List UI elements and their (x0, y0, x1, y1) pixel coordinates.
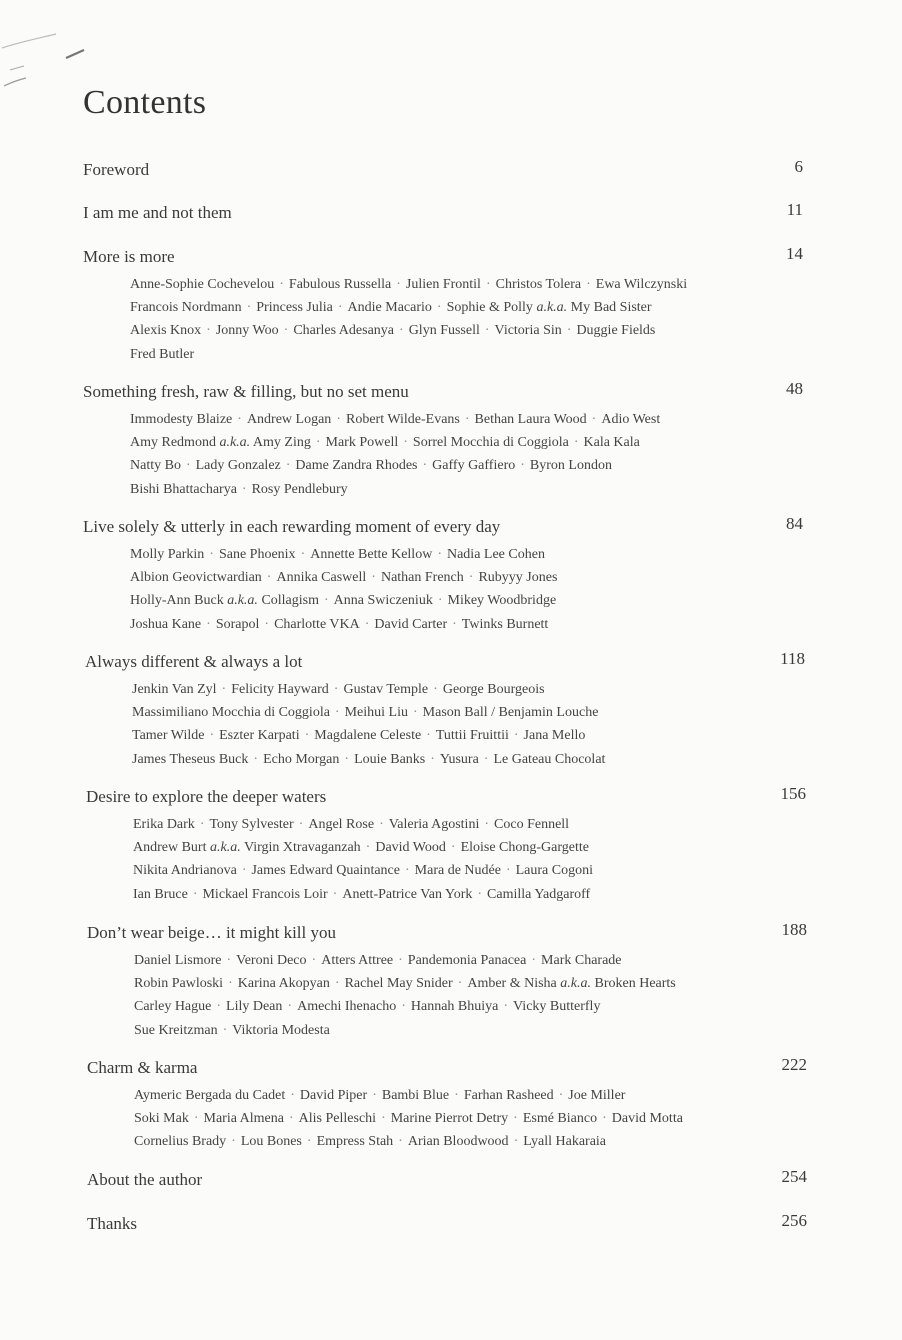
contributor-name-part: Amy Zing (250, 435, 311, 451)
contributor-name-part: Sophie & Polly (446, 300, 537, 316)
separator-dot: · (290, 1088, 295, 1103)
contributor-line (130, 454, 803, 477)
contributor-name: Viktoria Modesta (232, 1022, 330, 1038)
page-number: 84 (786, 514, 803, 533)
contributor-line (133, 813, 806, 836)
toc-entry-row (83, 157, 803, 184)
contributor-name: Bethan Laura Wood (474, 412, 587, 427)
contributor-list (133, 813, 806, 906)
separator-dot: · (365, 840, 371, 856)
toc-entry-row (83, 244, 803, 271)
separator-dot: · (422, 458, 428, 474)
contributor-name: Charles Adesanya (293, 323, 395, 339)
contributor-list (132, 678, 805, 771)
contributor-line (134, 1130, 807, 1153)
separator-dot: · (226, 953, 232, 968)
contributor-name: Massimiliano Mocchia di Coggiola (132, 705, 330, 721)
aka-label: a.k.a. (560, 976, 591, 992)
contributor-name: Adio West (601, 412, 661, 427)
aka-label: a.k.a. (210, 840, 241, 856)
contributor-name-part: Andrew Burt (133, 840, 210, 856)
separator-dot: · (381, 1111, 386, 1127)
contributor-name: James Theseus Buck (132, 751, 249, 767)
contributor-name-part: Amy Redmond (130, 435, 220, 451)
contributor-name: Christos Tolera (495, 277, 582, 292)
contributor-name-part: Broken Hearts (591, 976, 676, 992)
contributor-name-part: Amber & Nisha (467, 976, 561, 992)
separator-dot: · (222, 1022, 228, 1038)
separator-dot: · (221, 682, 227, 697)
separator-dot: · (287, 999, 293, 1015)
separator-dot: · (306, 1134, 312, 1150)
contributor-name: Lyall Hakaraia (523, 1134, 607, 1150)
page-number: 156 (780, 784, 806, 803)
separator-dot: · (454, 1088, 459, 1103)
separator-dot: · (315, 435, 321, 451)
contributor-name: Tony Sylvester (209, 817, 294, 832)
contributor-line (130, 273, 803, 296)
contributor-name: Jonny Woo (215, 323, 279, 339)
contributor-line (134, 949, 807, 972)
contributor-line (130, 408, 803, 431)
contributor-name: Sorrel Mocchia di Coggiola (412, 435, 569, 451)
contributor-name: Mickael Francois Loir (202, 886, 328, 902)
contributor-line (130, 296, 803, 319)
contributor-name: Anne-Sophie Cochevelou (130, 277, 275, 292)
separator-dot: · (231, 1134, 236, 1150)
separator-dot: · (457, 976, 463, 992)
contributor-line (134, 995, 807, 1018)
contributor-line (130, 478, 803, 501)
contributor-name: Mara de Nudée (414, 863, 501, 879)
contributor-list (130, 273, 803, 366)
contributor-line (132, 724, 805, 747)
section-title: Foreword (83, 160, 150, 179)
separator-dot: · (289, 1111, 294, 1127)
separator-dot: · (379, 817, 384, 832)
contributor-name: Sane Phoenix (218, 547, 296, 562)
separator-dot: · (336, 412, 341, 427)
contributor-line (132, 748, 805, 771)
page-number: 118 (780, 649, 805, 668)
separator-dot: · (300, 547, 306, 562)
separator-dot: · (403, 435, 408, 451)
separator-dot: · (279, 277, 284, 292)
contributor-name: George Bourgeois (442, 682, 545, 697)
contributor-name: Robin Pawloski (134, 976, 224, 992)
contributor-name: Anett-Patrice Van York (342, 886, 473, 902)
toc-entry (87, 1167, 807, 1194)
contributor-name: Fabulous Russella (288, 277, 392, 292)
separator-dot: · (477, 886, 483, 902)
contributor-name: Joe Miller (568, 1088, 626, 1103)
contributor-name: Hannah Bhuiya (410, 999, 499, 1015)
contributor-name: Camilla Yadgaroff (487, 886, 591, 902)
toc-entry-row (87, 1055, 807, 1082)
contributor-name: Erika Dark (133, 817, 195, 832)
contributor-list (134, 949, 807, 1042)
contributor-name: Jana Mello (523, 728, 586, 744)
separator-dot: · (398, 1134, 403, 1150)
separator-dot: · (399, 323, 404, 339)
contributor-name: Twinks Burnett (461, 616, 549, 632)
separator-dot: · (464, 412, 470, 427)
contributor-line (133, 859, 806, 882)
section-title: Live solely & utterly in each rewarding moment of every day (83, 517, 501, 536)
toc-entry (83, 157, 803, 184)
contributor-name (130, 593, 319, 608)
contributor-name: Soki Mak (134, 1111, 189, 1127)
contributor-line (130, 543, 803, 566)
separator-dot: · (334, 976, 340, 992)
separator-dot: · (602, 1111, 607, 1127)
contributor-name: Louie Banks (354, 751, 426, 767)
separator-dot: · (433, 682, 438, 697)
contributor-name: Sue Kreitzman (134, 1022, 218, 1038)
separator-dot: · (436, 300, 442, 316)
separator-dot: · (513, 1111, 518, 1127)
separator-dot: · (185, 458, 191, 474)
section-title: About the author (87, 1170, 203, 1189)
toc-entry (85, 649, 805, 771)
separator-dot: · (573, 435, 579, 451)
section-title: Something fresh, raw & filling, but no set menu (83, 382, 409, 401)
page-number: 6 (794, 157, 803, 176)
contributor-name: Anna Swiczeniuk (333, 593, 433, 609)
contributor-name: Coco Fennell (494, 817, 570, 832)
separator-dot: · (206, 323, 211, 339)
toc-entry (83, 200, 803, 227)
separator-dot: · (401, 999, 406, 1015)
separator-dot: · (192, 886, 198, 902)
separator-dot: · (332, 886, 338, 902)
toc-entry (83, 379, 803, 501)
separator-dot: · (586, 277, 591, 292)
contributor-name: Immodesty Blaize (130, 412, 233, 427)
contributor-name (467, 976, 675, 991)
contributor-name: Gaffy Gaffiero (432, 458, 516, 474)
separator-dot: · (483, 751, 489, 767)
toc-entry (87, 1211, 807, 1238)
contributor-name: Pandemonia Panacea (407, 953, 527, 968)
contributor-line (130, 589, 803, 612)
contributor-name: Alexis Knox (130, 323, 202, 339)
contributor-name: Andie Macario (347, 300, 432, 316)
contributor-name: Esmé Bianco (522, 1111, 598, 1127)
contributor-name: Joshua Kane (130, 616, 202, 632)
toc-entry (86, 784, 806, 906)
contributor-name-part: Holly-Ann Buck (130, 593, 228, 609)
separator-dot: · (266, 570, 272, 586)
contributor-name: Mark Charade (541, 953, 622, 968)
contributor-name: James Edward Quaintance (251, 863, 400, 879)
separator-dot: · (396, 277, 401, 292)
separator-dot: · (199, 817, 205, 832)
separator-dot: · (371, 570, 376, 586)
separator-dot: · (513, 1134, 519, 1150)
contributor-name: Nadia Lee Cohen (446, 547, 545, 562)
contributor-name: Rosy Pendlebury (251, 481, 348, 497)
contributor-list (134, 1084, 807, 1154)
contributor-line (134, 1084, 807, 1107)
contributor-name: Aymeric Bergada du Cadet (134, 1088, 286, 1103)
contributor-name: Rubyyy Jones (478, 570, 558, 586)
contributor-name: Jenkin Van Zyl (132, 682, 217, 697)
contributor-name: Julien Frontil (405, 277, 481, 292)
contributor-line (133, 836, 806, 859)
contributor-line (134, 1107, 807, 1130)
toc-entry-row (87, 920, 807, 947)
separator-dot: · (558, 1088, 564, 1103)
separator-dot: · (206, 616, 211, 632)
page-number: 254 (781, 1167, 807, 1186)
separator-dot: · (209, 728, 215, 744)
separator-dot: · (566, 323, 572, 339)
toc-entry-row (86, 784, 806, 811)
contributor-name: Vicky Butterfly (513, 999, 601, 1015)
contributor-name: Gustav Temple (343, 682, 429, 697)
contributor-name-part: Virgin Xtravaganzah (240, 840, 361, 856)
page-number: 256 (781, 1211, 807, 1230)
contributor-name: Victoria Sin (494, 323, 562, 339)
contributor-name: Carley Hague (134, 999, 212, 1015)
separator-dot: · (253, 751, 259, 767)
contributor-name: David Motta (611, 1111, 683, 1127)
separator-dot: · (311, 953, 317, 968)
separator-dot: · (324, 593, 329, 609)
contributor-name: Natty Bo (130, 458, 181, 474)
contributor-line (132, 701, 805, 724)
separator-dot: · (404, 863, 410, 879)
separator-dot: · (437, 593, 443, 609)
separator-dot: · (209, 547, 214, 562)
contributor-name: Magdalene Celeste (314, 728, 422, 744)
toc-entry-row (83, 200, 803, 227)
contributor-name: Duggie Fields (576, 323, 656, 339)
separator-dot: · (246, 300, 252, 316)
separator-dot: · (264, 616, 270, 632)
contributor-name: Karina Akopyan (237, 976, 330, 992)
contributor-line (130, 431, 803, 454)
contributor-list (130, 408, 803, 501)
contributor-name: Eloise Chong-Gargette (460, 840, 589, 856)
separator-dot: · (304, 728, 310, 744)
contributor-line (132, 678, 805, 701)
section-title: Charm & karma (87, 1058, 198, 1077)
contributor-list (130, 543, 803, 636)
toc-entry-row (83, 514, 803, 541)
contributor-name: Cornelius Brady (134, 1134, 227, 1150)
contributor-name: Mark Powell (325, 435, 399, 451)
aka-label: a.k.a. (227, 593, 258, 609)
separator-dot: · (283, 323, 289, 339)
contributor-name: Lou Bones (240, 1134, 302, 1150)
page-number: 222 (781, 1055, 807, 1074)
contributor-name: Echo Morgan (263, 751, 340, 767)
contributor-name-part: My Bad Sister (567, 300, 652, 316)
contributor-name: Nathan French (380, 570, 464, 586)
contributor-line (130, 613, 803, 636)
contributor-name: Bambi Blue (381, 1088, 450, 1103)
contributor-name: Arian Bloodwood (407, 1134, 509, 1150)
separator-dot: · (228, 976, 233, 992)
contributor-name: David Piper (299, 1088, 368, 1103)
separator-dot: · (531, 953, 537, 968)
aka-label: a.k.a. (219, 435, 251, 451)
toc-entry-row (85, 649, 805, 676)
page-number: 48 (786, 379, 803, 398)
contributor-name: Angel Rose (308, 817, 375, 832)
separator-dot: · (513, 728, 519, 744)
separator-dot: · (193, 1111, 199, 1127)
separator-dot: · (430, 751, 435, 767)
page-number: 188 (781, 920, 807, 939)
contributor-name: Le Gateau Chocolat (493, 751, 606, 767)
contributor-name-part: Collagism (257, 593, 319, 609)
section-title: Thanks (87, 1214, 138, 1233)
contributor-name: Rachel May Snider (344, 976, 453, 992)
contributor-name: Princess Julia (256, 300, 333, 316)
separator-dot: · (285, 458, 291, 474)
contributor-name: Atters Attree (321, 953, 394, 968)
toc-entry-row (87, 1211, 807, 1238)
separator-dot: · (298, 817, 304, 832)
contributor-name: Daniel Lismore (134, 953, 222, 968)
toc-entry (83, 514, 803, 636)
separator-dot: · (437, 547, 442, 562)
contributor-line (134, 1019, 807, 1042)
separator-dot: · (452, 616, 457, 632)
contributor-name: Meihui Liu (344, 705, 408, 721)
toc-entry (87, 920, 807, 1042)
separator-dot: · (503, 999, 509, 1015)
separator-dot: · (426, 728, 431, 744)
contributor-name: Francois Nordmann (130, 300, 242, 316)
contributor-name: Andrew Logan (246, 412, 332, 427)
contributor-name: Valeria Agostini (388, 817, 480, 832)
contributor-line (130, 343, 803, 366)
contributor-name: Tamer Wilde (132, 728, 205, 744)
separator-dot: · (591, 412, 597, 427)
page-title: Contents (83, 84, 207, 121)
contributor-name: David Wood (375, 840, 446, 856)
contributor-name: Sorapol (215, 616, 260, 632)
contributor-name: Tuttii Fruittii (435, 728, 509, 744)
separator-dot: · (505, 863, 511, 879)
contributor-name: Annette Bette Kellow (310, 547, 433, 562)
contributor-line (134, 972, 807, 995)
aka-label: a.k.a. (536, 300, 568, 316)
contributor-name: Byron London (529, 458, 612, 474)
separator-dot: · (520, 458, 525, 474)
contributor-name: Albion Geovictwardian (130, 570, 262, 586)
contributor-name: Veroni Deco (236, 953, 307, 968)
contributor-name: Ewa Wilczynski (595, 277, 688, 292)
toc-entry (83, 244, 803, 366)
section-title: I am me and not them (83, 203, 232, 222)
contributor-name: Felicity Hayward (231, 682, 329, 697)
contributor-name: Lady Gonzalez (195, 458, 281, 474)
contributor-name: Lily Dean (226, 999, 283, 1015)
separator-dot: · (372, 1088, 377, 1103)
page-number: 14 (786, 244, 803, 263)
separator-dot: · (237, 412, 242, 427)
contributor-name: Kala Kala (583, 435, 640, 451)
contributor-name: Mikey Woodbridge (447, 593, 557, 609)
contributor-name: Mason Ball / Benjamin Louche (422, 705, 599, 721)
contributor-line (130, 319, 803, 342)
contributor-name: Laura Cogoni (515, 863, 593, 879)
contributor-name: Molly Parkin (130, 547, 205, 562)
separator-dot: · (468, 570, 474, 586)
contributor-name: Nikita Andrianova (133, 863, 237, 879)
contributor-name (133, 840, 361, 855)
separator-dot: · (241, 481, 247, 497)
contributor-name: Glyn Fussell (408, 323, 480, 339)
contributor-name (447, 300, 652, 315)
section-title: Don’t wear beige… it might kill you (87, 923, 336, 942)
separator-dot: · (484, 323, 490, 339)
contributor-name: Empress Stah (316, 1134, 394, 1150)
separator-dot: · (334, 705, 340, 721)
page-number: 11 (786, 200, 803, 219)
contributor-line (133, 883, 806, 906)
contributor-name: Fred Butler (130, 346, 195, 362)
contributor-name (130, 435, 311, 450)
section-title: Desire to explore the deeper waters (86, 787, 327, 806)
separator-dot: · (241, 863, 247, 879)
separator-dot: · (333, 682, 339, 697)
separator-dot: · (450, 840, 456, 856)
separator-dot: · (364, 616, 370, 632)
section-title: More is more (83, 247, 175, 266)
contributor-name: Yusura (439, 751, 479, 767)
contributor-name: Charlotte VKA (274, 616, 360, 632)
toc-entry (87, 1055, 807, 1154)
separator-dot: · (344, 751, 350, 767)
contributor-name: Robert Wilde-Evans (345, 412, 460, 427)
separator-dot: · (412, 705, 418, 721)
contributor-name: Alis Pelleschi (298, 1111, 377, 1127)
separator-dot: · (485, 277, 491, 292)
separator-dot: · (216, 999, 222, 1015)
separator-dot: · (484, 817, 490, 832)
contributor-name: Ian Bruce (133, 886, 188, 902)
contributor-name: Farhan Rasheed (463, 1088, 554, 1103)
contributor-name: Eszter Karpati (219, 728, 300, 744)
contributor-name: David Carter (374, 616, 448, 632)
separator-dot: · (398, 953, 403, 968)
toc-entry-row (83, 379, 803, 406)
separator-dot: · (337, 300, 343, 316)
contributor-name: Dame Zandra Rhodes (295, 458, 418, 474)
contributor-name: Bishi Bhattacharya (130, 481, 237, 497)
section-title: Always different & always a lot (85, 652, 303, 671)
contributor-name: Annika Caswell (276, 570, 367, 586)
contributor-line (130, 566, 803, 589)
contributor-name: Amechi Ihenacho (297, 999, 397, 1015)
contributor-name: Maria Almena (203, 1111, 284, 1127)
contributor-name: Marine Pierrot Detry (390, 1111, 509, 1127)
toc-entry-row (87, 1167, 807, 1194)
